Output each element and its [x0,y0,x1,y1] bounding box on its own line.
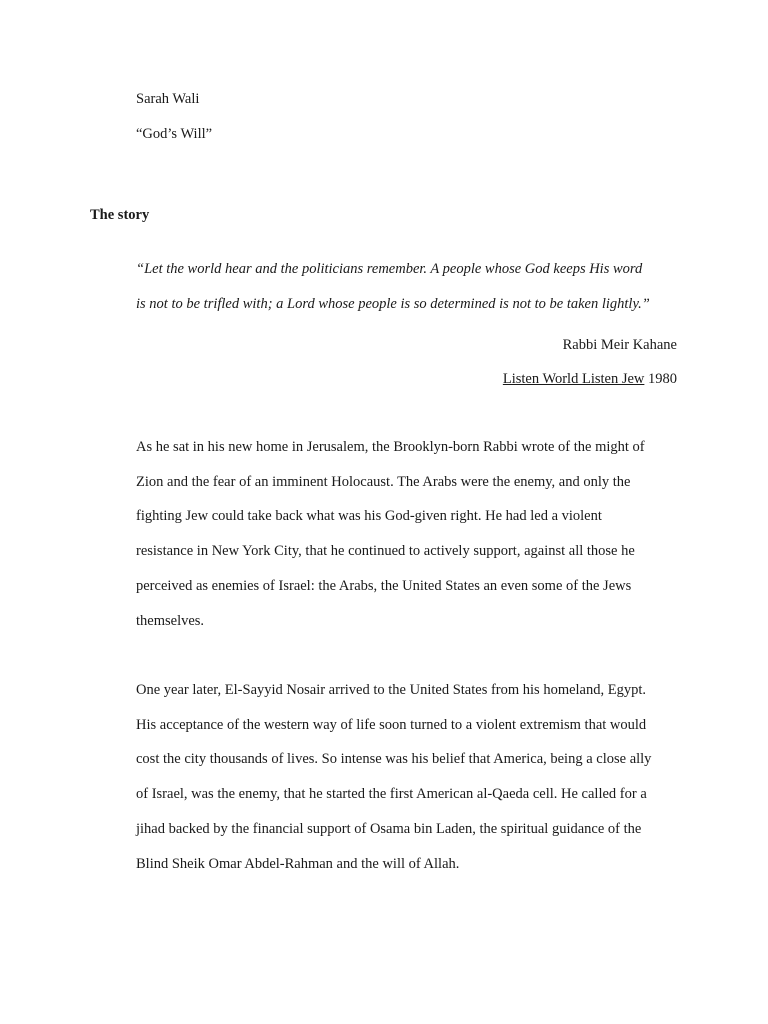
paragraph-line: cost the city thousands of lives. So intense was his belief that America, being a close ally [136,751,652,768]
paragraph-line: perceived as enemies of Israel: the Arabs, the United States an even some of the Jews [136,577,632,594]
source-year: 1980 [648,371,677,387]
paragraph-line: fighting Jew could take back what was his God-given right. He had led a violent [136,508,602,525]
paragraph-line: His acceptance of the western way of life soon turned to a violent extremism that would [136,716,647,733]
epigraph-attribution: Rabbi Meir Kahane [562,337,677,353]
epigraph-quote [136,252,676,322]
section-heading: The story [90,207,150,223]
paragraph-line: Zion and the fear of an imminent Holocaust. The Arabs were the enemy, and only the [136,473,631,490]
epigraph-line: “Let the world hear and the politicians remember. A people whose God keeps His word [136,261,643,277]
author-name: Sarah Wali [136,91,200,107]
body-paragraph-1 [136,430,681,638]
document-title: “God’s Will” [136,126,213,142]
source-book-title: Listen World Listen Jew [502,371,645,387]
paragraph-line: jihad backed by the financial support of Osama bin Laden, the spiritual guidance of the [136,820,642,837]
paragraph-line: of Israel, was the enemy, that he started the first American al-Qaeda cell. He called for a [136,786,647,803]
paragraph-line: Blind Sheik Omar Abdel-Rahman and the will of Allah. [136,855,460,872]
body-paragraph-2 [136,673,681,881]
paragraph-line: resistance in New York City, that he continued to actively support, against all those he [136,543,635,560]
epigraph-line: is not to be trifled with; a Lord whose people is so determined is not to be taken lightly.” [136,296,650,312]
epigraph-source [503,369,677,389]
paragraph-line: themselves. [136,612,205,629]
paragraph-line: One year later, El-Sayyid Nosair arrived to the United States from his homeland, Egypt. [136,682,647,698]
paragraph-line: As he sat in his new home in Jerusalem, the Brooklyn-born Rabbi wrote of the might of [136,439,645,455]
